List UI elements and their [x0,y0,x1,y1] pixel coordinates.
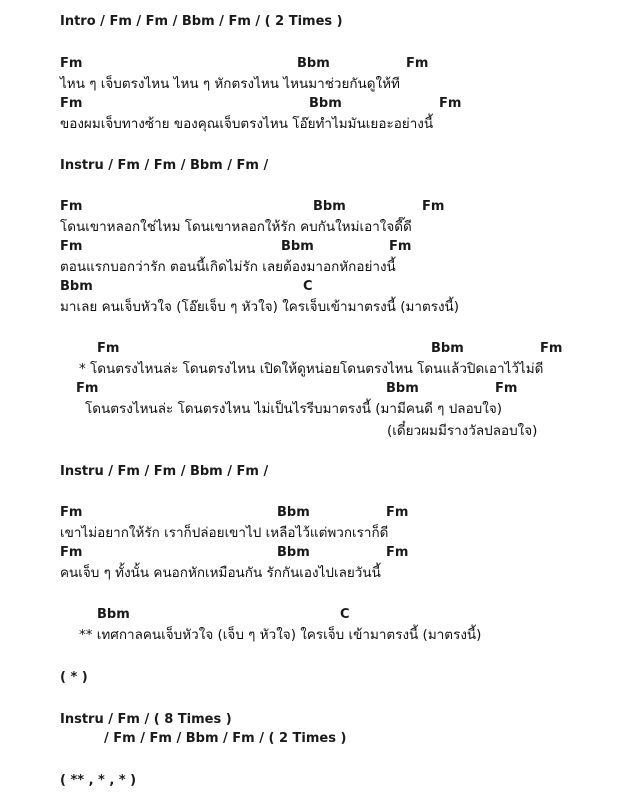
lyric-line: โดนเขาหลอกใช่ไหม โดนเขาหลอกให้รัก คบกันใหม่เอาใจดี๊ดี [60,219,412,235]
lyric-line: เขาไม่อยากให้รัก เราก็ปล่อยเขาไป เหลือไว้แต่พวกเราก็ดี [60,525,389,541]
lyric-line: (เดี๋ยวผมมีรางวัลปลอบใจ) [387,423,538,439]
chord-line [0,605,620,625]
chord-line [0,503,620,523]
chord: Fm [406,56,429,71]
chord: Fm [60,199,83,214]
lyric-line: โดนตรงไหนล่ะ โดนตรงไหน ไม่เป็นไรรีบมาตรงนี้ (มามีคนดี ๆ ปลอบใจ) [85,401,503,417]
instrumental-line: / Fm / Fm / Bbm / Fm / ( 2 Times ) [104,731,347,746]
chord-line [0,237,620,257]
chord-line [0,94,620,114]
chord: Bbm [60,279,93,294]
chord: Fm [386,505,409,520]
chord: Fm [60,96,83,111]
chord: Fm [389,239,412,254]
chord-line [0,543,620,563]
chord-line [0,54,620,74]
chord: Fm [386,545,409,560]
chord-line [0,277,620,297]
chord: Fm [60,545,83,560]
chord: Fm [540,341,563,356]
lyric-line: คนเจ็บ ๆ ทั้งนั้น คนอกหักเหมือนกัน รักกันเองไปเลยวันนี้ [60,565,381,581]
lyric-line: ตอนแรกบอกว่ารัก ตอนนี้เกิดไม่รัก เลยต้องมาอกหักอย่างนี้ [60,259,396,275]
instrumental-line: Instru / Fm / ( 8 Times ) [60,712,232,727]
chord: Fm [439,96,462,111]
chord-line [0,197,620,217]
repeat-marker: ( * ) [60,670,88,685]
chord: Fm [495,381,518,396]
chord: C [303,279,313,294]
chord: C [340,607,350,622]
chord-line [0,379,620,399]
chord: Bbm [277,545,310,560]
chord: Bbm [386,381,419,396]
lyric-line: ไหน ๆ เจ็บตรงไหน ไหน ๆ หักตรงไหน ไหนมาช่วยกันดูให้ที [60,76,400,92]
chord: Bbm [431,341,464,356]
chord: Bbm [97,607,130,622]
lyric-line: * โดนตรงไหนล่ะ โดนตรงไหน เปิดให้ดูหน่อยโดนตรงไหน โดนแล้วปิดเอาไว้ไม่ดี [79,361,544,377]
chord: Bbm [297,56,330,71]
chord: Fm [60,56,83,71]
chord: Bbm [313,199,346,214]
chord: Fm [422,199,445,214]
lyric-line: มาเลย คนเจ็บหัวใจ (โอ๊ยเจ็บ ๆ หัวใจ) ใครเจ็บเข้ามาตรงนี้ (มาตรงนี้) [60,299,460,315]
chord: Bbm [281,239,314,254]
chord: Fm [76,381,99,396]
chord-line [0,339,620,359]
chord: Fm [60,239,83,254]
lyric-line: ** เทศกาลคนเจ็บหัวใจ (เจ็บ ๆ หัวใจ) ใครเจ็บ เข้ามาตรงนี้ (มาตรงนี้) [79,627,482,643]
chord: Fm [60,505,83,520]
chord: Fm [97,341,120,356]
intro-line: Intro / Fm / Fm / Bbm / Fm / ( 2 Times ) [60,14,343,29]
repeat-marker: ( ** , * , * ) [60,773,137,788]
instrumental-line: Instru / Fm / Fm / Bbm / Fm / [60,158,269,173]
instrumental-line: Instru / Fm / Fm / Bbm / Fm / [60,464,269,479]
chord: Bbm [277,505,310,520]
lyric-line: ของผมเจ็บทางซ้าย ของคุณเจ็บตรงไหน โอ๊ยทำไมมันเยอะอย่างนี้ [60,116,434,132]
chord: Bbm [309,96,342,111]
